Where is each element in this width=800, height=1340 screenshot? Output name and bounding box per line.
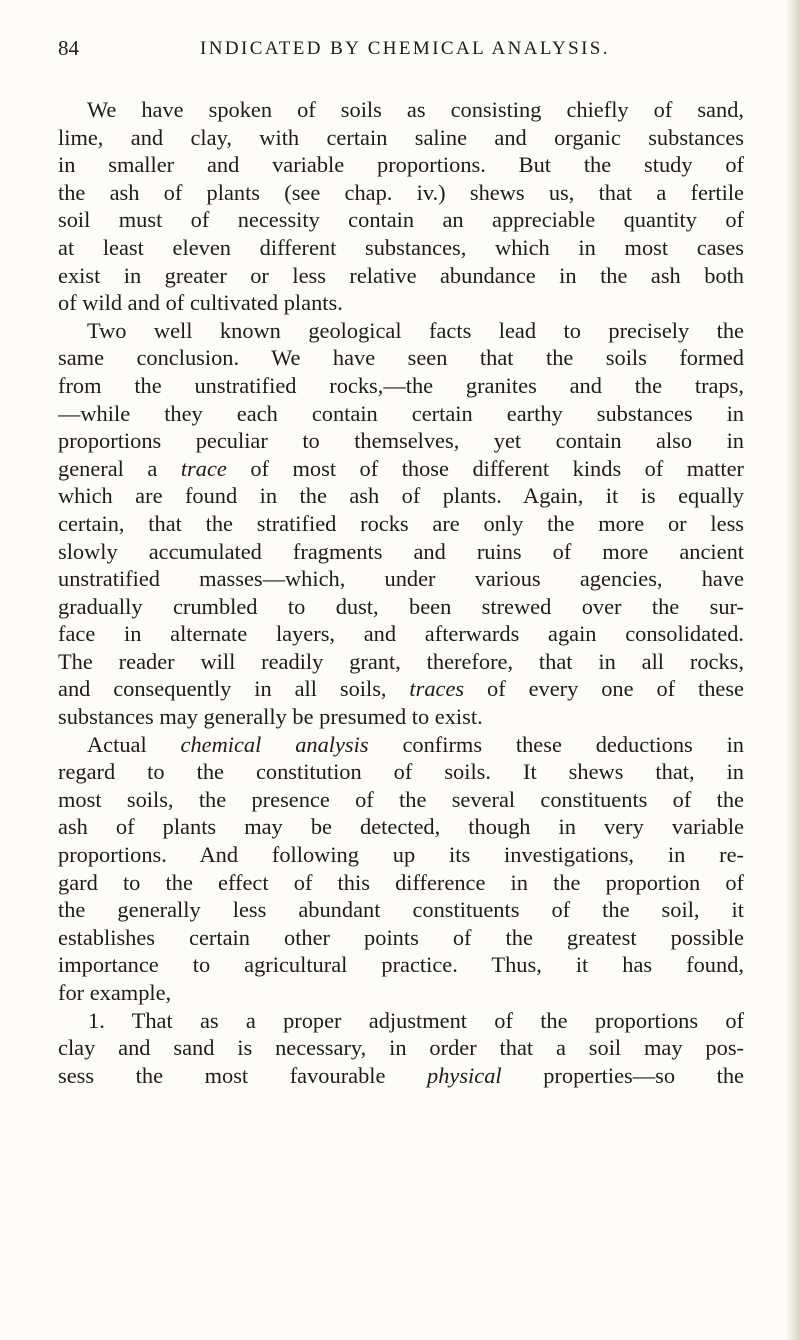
text-line: slowly accumulated fragments and ruins of more ancient <box>58 538 744 564</box>
text-line: for example, <box>58 980 172 1005</box>
text-line <box>58 1062 744 1090</box>
page-header <box>58 36 718 70</box>
text-run: properties—so the <box>501 1062 744 1088</box>
text-run: of most of those different kinds of matter <box>226 455 744 481</box>
text-run: confirms these deductions in <box>368 731 744 757</box>
body-text <box>58 96 744 1089</box>
text-line: proportions peculiar to themselves, yet contain also in <box>58 428 744 454</box>
text-line: the generally less abundant constituents of the soil, it <box>58 897 744 923</box>
text-line: gard to the effect of this difference in the proportion of <box>58 869 744 895</box>
text-line: certain, that the stratified rocks are only the more or less <box>58 510 744 536</box>
text-line: same conclusion. We have seen that the soils formed <box>58 345 744 371</box>
text-line: clay and sand is necessary, in order that a soil may pos- <box>58 1035 744 1061</box>
text-run: Actual <box>87 731 181 757</box>
text-line: soil must of necessity contain an appreciable quantity of <box>58 207 744 233</box>
text-line: importance to agricultural practice. Thus, it has found, <box>58 952 744 978</box>
text-line: proportions. And following up its investigations, in re- <box>58 842 744 868</box>
text-line: which are found in the ash of plants. Again, it is equally <box>58 483 744 509</box>
text-line: at least eleven different substances, which in most cases <box>58 234 744 260</box>
text-run: general a <box>58 455 181 481</box>
emphasis-trace: trace <box>180 455 227 481</box>
text-line: face in alternate layers, and afterwards again consolidated. <box>58 621 744 647</box>
text-line: the ash of plants (see chap. iv.) shews us, that a fertile <box>58 179 744 205</box>
emphasis-physical: physical <box>427 1062 502 1088</box>
text-run: sess the most favourable <box>58 1062 428 1088</box>
running-head: INDICATED BY CHEMICAL ANALYSIS. <box>200 38 610 59</box>
numbered-item-line: 1. That as a proper adjustment of the proportions of <box>88 1007 744 1033</box>
text-line: unstratified masses—which, under various agencies, have <box>58 566 744 592</box>
page-edge-shadow <box>786 0 800 1340</box>
text-line: of wild and of cultivated plants. <box>58 290 343 316</box>
text-line: substances may generally be presumed to exist. <box>58 704 483 730</box>
text-line: —while they each contain certain earthy substances in <box>58 400 744 426</box>
text-run: of every one of these <box>464 676 744 702</box>
emphasis-chemical-analysis: chemical analysis <box>180 731 369 757</box>
text-line: ash of plants may be detected, though in very variable <box>58 814 744 840</box>
text-line <box>58 675 744 703</box>
text-run: and consequently in all soils, <box>58 676 410 702</box>
text-line: exist in greater or less relative abundance in the ash both <box>58 262 744 288</box>
text-line: We have spoken of soils as consisting chiefly of sand, <box>87 97 744 122</box>
text-line <box>58 731 744 759</box>
text-line: lime, and clay, with certain saline and organic substances <box>58 124 744 150</box>
emphasis-traces: traces <box>409 676 465 702</box>
text-line: establishes certain other points of the greatest possible <box>58 924 744 950</box>
text-line: most soils, the presence of the several constituents of the <box>58 786 744 812</box>
text-line: gradually crumbled to dust, been strewed over the sur- <box>58 593 744 619</box>
text-line: from the unstratified rocks,—the granites and the traps, <box>58 372 744 398</box>
page-number: 84 <box>58 36 79 60</box>
text-line: Two well known geological facts lead to precisely the <box>87 317 744 343</box>
text-line: The reader will readily grant, therefore, that in all rocks, <box>58 648 744 674</box>
text-line: in smaller and variable proportions. But the study of <box>58 152 744 178</box>
text-line <box>58 455 744 483</box>
text-line: regard to the constitution of soils. It shews that, in <box>58 759 744 785</box>
